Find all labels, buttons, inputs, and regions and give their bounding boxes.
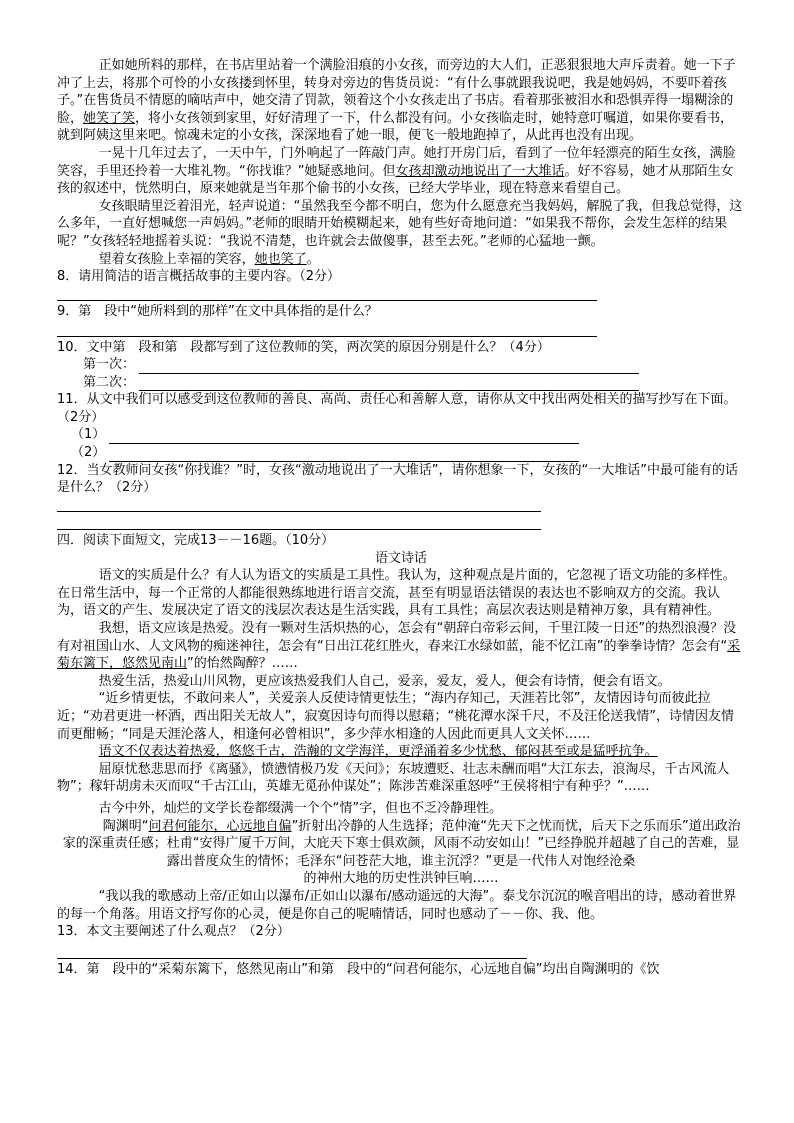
answer-row-second: 第二次： bbox=[57, 374, 745, 392]
answer-line[interactable] bbox=[57, 514, 745, 532]
underlined-phrase: 她笑了笑 bbox=[83, 110, 136, 126]
exam-page bbox=[57, 57, 745, 978]
story-paragraph-4: 望着女孩脸上幸福的笑容，她也笑了。 bbox=[98, 251, 320, 267]
answer-line[interactable] bbox=[109, 447, 579, 462]
essay-paragraph-3: 热爱生活，热爱山川风物，更应该热爱我们人自己，爱亲，爱友，爱人，便会有诗情，便会有语文。 bbox=[98, 673, 671, 689]
answer-line[interactable] bbox=[57, 321, 745, 339]
essay-paragraph-7: 古今中外，灿烂的文学长卷都缀满一个个“情”字，但也不乏冷静理性。 bbox=[98, 800, 503, 816]
story-paragraph-2: 一晃十几年过去了，一天中午，门外响起了一阵敲门声。她打开房门后，看到了一位年轻漂亮的陌生女孩，满脸笑容，手里还拎着一大堆礼物。“你找谁？”她疑惑地问。但女孩却激动地说出了一大堆话。好不容易，她才从那陌生女孩的叙述中，恍然明白，原来她就是当年那个偷书的小女孩，已经大学毕业，现在特意来看望自己。 bbox=[57, 145, 736, 197]
question-11: 11．从文中我们可以感受到这位教师的善良、高尚、责任心和善解人意，请你从文中找出两处相关的描写抄写在下面。（2分） bbox=[57, 392, 737, 425]
underlined-phrase: 女孩却激动地说出了一大堆话 bbox=[395, 163, 565, 179]
question-9: 9．第 段中“她所料到的那样”在文中具体指的是什么？ bbox=[57, 304, 378, 320]
essay-title: 语文诗话 bbox=[374, 550, 427, 566]
question-10: 10．文中第 段和第 段都写到了这位教师的笑，两次笑的原因分别是什么？（4分） bbox=[57, 339, 550, 355]
answer-row-2: （2） bbox=[57, 444, 745, 462]
question-8: 8．请用简洁的语言概括故事的主要内容。（2分） bbox=[57, 269, 341, 285]
essay-paragraph-9: “我以我的歌感动上帝/正如山以瀑布/正如山以瀑布/感动遥远的大海”。泰戈尔沉沉的喉音唱出的诗，感动着世界的每一个角落。用语文抒写你的心灵，便是你自己的呢喃情话，同时也感动了－－你、我、他。 bbox=[57, 888, 737, 922]
underlined-phrase: 她也笑了 bbox=[254, 251, 307, 267]
essay-paragraph-4: “近乡情更怯，不敢问来人”，关爱亲人反使诗情更怯生；“海内存知己，天涯若比邻”，友情因诗句而彼此拉近；“劝君更进一杯酒，西出阳关无故人”，寂寞因诗句而得以慰藉；“桃花潭水深千尺，不及汪伦送我情”，诗情因友情而更酣畅；“同是天涯沦落人，相逢何必曾相识”，多少萍水相逢的人因此而更具人文关怀…… bbox=[57, 691, 734, 742]
essay-paragraph-6: 屈原忧愁悲思而抒《离骚》，愤懑情极乃发《天问》；东坡遭贬、壮志未酬而唱“大江东去，浪淘尽，千古风流人物”；稼轩胡虏未灭而叹“千古江山，英雄无觅孙仲谋处”；陈涉苦难深重怒呼“王侯将相宁有种乎？”…… bbox=[57, 761, 730, 795]
underlined-phrase: 采菊东篱下，悠然见南山 bbox=[57, 638, 741, 672]
underlined-sentence: 语文不仅表达着热爱，悠悠千古，浩瀚的文学海洋，更浮涌着多少忧愁、郁闷甚至或是猛呼抗争。 bbox=[98, 744, 658, 760]
story-paragraph-1: 正如她所料的那样，在书店里站着一个满脸泪痕的小女孩，而旁边的大人们，正恶狠狠地大声斥责着。她一下子冲了上去，将那个可怜的小女孩搂到怀里，转身对旁边的售货员说：“有什么事就跟我说吧，我是她妈妈，不要吓着孩子。”在售货员不情愿的嘀咕声中，她交清了罚款，领着这个小女孩走出了书店。看着那张被泪水和恐惧弄得一塌糊涂的脸，她笑了笑，将小女孩领到家里，好好清理了一下，什么都没有问。小女孩临走时，她特意叮嘱道，如果你要看书，就到阿姨这里来吧。惊魂未定的小女孩，深深地看了她一眼，便飞一般地跑掉了，从此再也没有出现。 bbox=[57, 58, 736, 144]
answer-row-first: 第一次： bbox=[57, 356, 745, 374]
underlined-phrase: 问君何能尔，心远地自偏 bbox=[148, 818, 292, 834]
essay-paragraph-5 bbox=[57, 743, 745, 761]
question-12: 12．当女教师问女孩“你找谁？”时，女孩“激动地说出了一大堆话”，请你想象一下，女孩的“一大堆话”中最可能有的话是什么？（2分） bbox=[57, 462, 738, 496]
answer-line[interactable] bbox=[139, 359, 639, 374]
section-4-heading: 四．阅读下面短文，完成13－－16题。（10分） bbox=[57, 533, 335, 549]
essay-paragraph-1: 语文的实质是什么？有人认为语文的实质是工具性。我认为，这种观点是片面的，它忽视了语文功能的多样性。在日常生活中，每一个正常的人都能很熟练地进行语言交流，甚至有明显语法错误的表达也不影响双方的交流。我认为，语文的产生、发展决定了语文的浅层次表达是生活实践，具有工具性；高层次表达则是精神万象，具有精神性。 bbox=[57, 568, 736, 619]
answer-line[interactable] bbox=[57, 941, 745, 961]
answer-line[interactable] bbox=[57, 286, 745, 304]
answer-line[interactable] bbox=[139, 376, 639, 391]
essay-paragraph-2: 我想，语文应该是热爱。没有一颗对生活炽热的心，怎会有“朝辞白帝彩云间，千里江陵一日还”的热烈浪漫？没有对祖国山水、人文风物的痴迷神往，怎会有“日出江花红胜火，春来江水绿如蓝，能不忆江南”的拳拳诗情？怎会有“采菊东篱下，悠然见南山”的怡然陶醉？…… bbox=[57, 621, 741, 672]
story-paragraph-3: 女孩眼睛里泛着泪光，轻声说道：“虽然我至今都不明白，您为什么愿意充当我妈妈，解脱了我，但我总觉得，这么多年，一直好想喊您一声妈妈。”老师的眼睛开始模糊起来，她有些好奇地问道：“如果我不帮你，会发生怎样的结果呢？”女孩轻轻地摇着头说：“我说不清楚，也许就会去做傻事，甚至去死。”老师的心猛地一颤。 bbox=[57, 198, 743, 249]
answer-row-1: （1） bbox=[57, 426, 745, 444]
question-14: 14．第 段中的“采菊东篱下，悠然见南山”和第 段中的“问君何能尔，心远地自偏”均出自陶渊明的《饮 bbox=[57, 961, 660, 977]
answer-line[interactable] bbox=[57, 497, 745, 515]
essay-paragraph-8: 陶渊明“问君何能尔，心远地自偏”折射出冷静的人生选择；范仲淹“先天下之忧而忧，后天下之乐而乐”道出政治家的深重责任感；杜甫“安得广厦千万间，大庇天下寒士俱欢颜，风雨不动安如山！”已经挣脱并超越了自己的苦难，显露出普度众生的情怀；毛泽东“问苍茫大地，谁主沉浮？”更是一代伟人对饱经沧桑 的神州大地的历史性洪钟巨响…… bbox=[62, 818, 741, 887]
answer-line[interactable] bbox=[109, 429, 579, 444]
question-13: 13．本文主要阐述了什么观点？（2分） bbox=[57, 924, 290, 940]
